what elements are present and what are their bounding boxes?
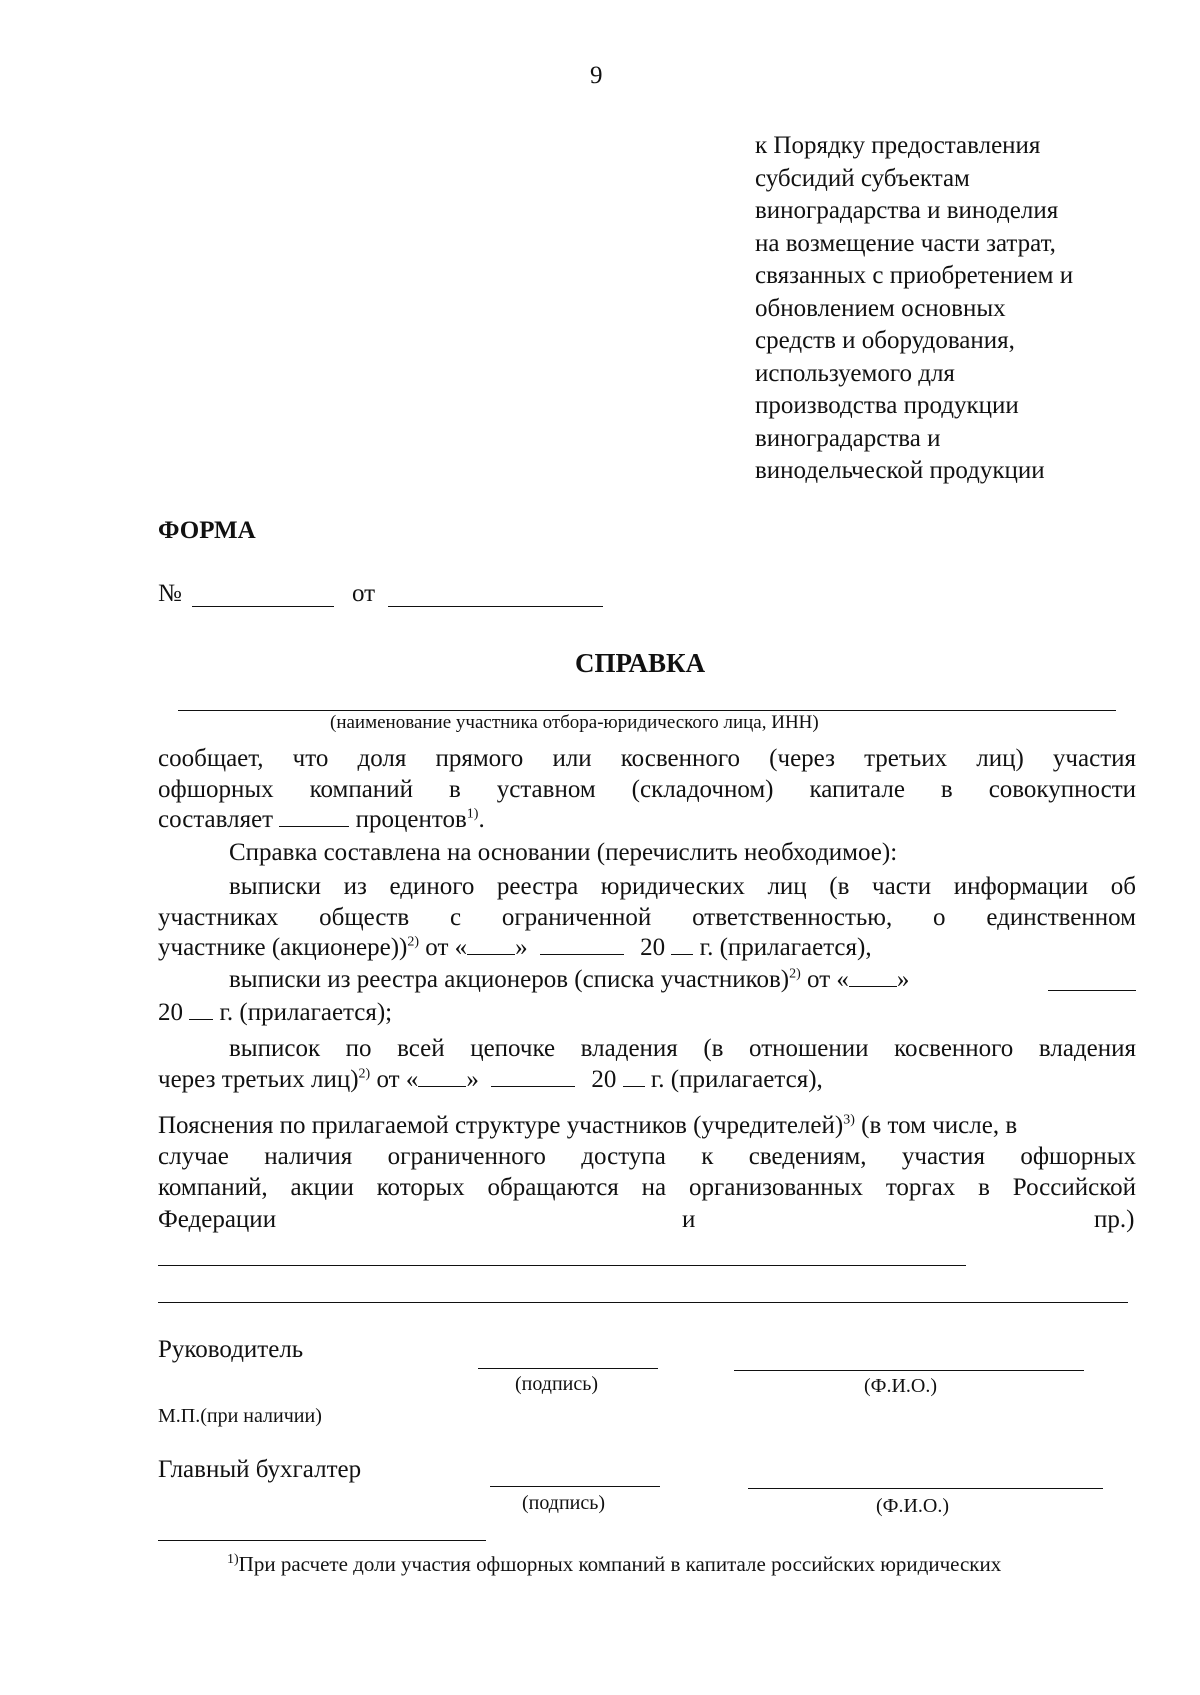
body-line xyxy=(158,934,872,962)
year-prefix: 20 xyxy=(640,934,666,961)
footnote-mark: 2) xyxy=(407,934,420,950)
explanation-field[interactable] xyxy=(158,1265,966,1266)
number-field[interactable] xyxy=(192,606,334,607)
body-line: выписки из единого реестра юридических лиц (в части информации об xyxy=(229,873,1136,900)
footnote-mark: 2) xyxy=(789,966,801,982)
annex-line: используемого для xyxy=(755,359,955,387)
day-field[interactable] xyxy=(467,936,515,955)
body-text: от « xyxy=(425,934,468,961)
explanation-field[interactable] xyxy=(158,1302,1128,1303)
accountant-fio-field[interactable] xyxy=(748,1488,1103,1489)
basis-line: Справка составлена на основании (перечислить необходимое): xyxy=(229,839,898,866)
page-number: 9 xyxy=(590,62,603,89)
body-text: через третьих лиц) xyxy=(158,1066,359,1093)
percent-field[interactable] xyxy=(279,808,349,827)
day-field[interactable] xyxy=(849,968,897,987)
body-line xyxy=(158,806,485,834)
accountant-label: Главный бухгалтер xyxy=(158,1456,362,1483)
annex-line: связанных с приобретением и xyxy=(755,262,1074,289)
footnote-text xyxy=(227,1552,1001,1577)
month-field[interactable] xyxy=(540,936,624,955)
body-text: » xyxy=(896,966,910,993)
footnote-mark: 1) xyxy=(466,806,479,822)
month-field[interactable] xyxy=(1048,990,1136,991)
year-prefix: 20 xyxy=(591,1066,617,1093)
head-signature-field[interactable] xyxy=(478,1368,658,1369)
body-text: . xyxy=(478,806,485,833)
body-text: (в том числе, в xyxy=(861,1112,1018,1139)
fio-caption: (Ф.И.О.) xyxy=(864,1375,938,1397)
body-text: составляет xyxy=(158,806,274,833)
year-field[interactable] xyxy=(189,1001,213,1020)
annex-line: обновлением основных xyxy=(755,294,1006,322)
annex-line: к Порядку предоставления xyxy=(755,132,1041,159)
body-line xyxy=(158,1066,823,1094)
body-text: процентов xyxy=(355,806,467,833)
body-text: Пояснения по прилагаемой структуре участников (учредителей) xyxy=(158,1112,844,1139)
annex-line: средств и оборудования, xyxy=(755,327,1015,354)
body-text: г. (прилагается), xyxy=(699,934,872,961)
body-line: сообщает, что доля прямого или косвенного (через третьих лиц) участия xyxy=(158,745,1136,772)
body-text: от « xyxy=(807,966,849,993)
date-field[interactable] xyxy=(388,606,603,607)
number-sign: № xyxy=(158,580,182,607)
document-title: СПРАВКА xyxy=(575,648,706,678)
annex-line: производства продукции xyxy=(755,392,1019,419)
annex-line: винодельческой продукции xyxy=(755,457,1045,484)
body-text: от « xyxy=(376,1066,419,1093)
footnote-mark: 1) xyxy=(227,1552,239,1567)
footnote-body: При расчете доли участия офшорных компаний в капитале российских юридических xyxy=(238,1552,1002,1576)
body-text: » xyxy=(515,934,528,961)
body-text: выписки из реестра акционеров (списка участников) xyxy=(229,966,790,993)
accountant-signature-field[interactable] xyxy=(490,1486,660,1487)
head-label: Руководитель xyxy=(158,1336,304,1363)
footnote-mark: 2) xyxy=(358,1066,371,1082)
body-line xyxy=(229,966,909,994)
signature-caption: (подпись) xyxy=(515,1373,599,1395)
from-word: от xyxy=(352,580,376,607)
month-field[interactable] xyxy=(491,1068,575,1087)
body-text: » xyxy=(466,1066,479,1093)
body-text: участнике (акционере)) xyxy=(158,934,408,961)
body-text: пр.) xyxy=(1094,1206,1135,1233)
signature-caption: (подпись) xyxy=(522,1492,606,1514)
body-line: случае наличия ограниченного доступа к сведениям, участия офшорных xyxy=(158,1143,1136,1170)
annex-line: виноградарства и виноделия xyxy=(755,197,1059,224)
footnote-mark: 3) xyxy=(843,1112,855,1128)
body-text: Федерации xyxy=(158,1206,277,1233)
body-text: и xyxy=(682,1206,696,1233)
body-line: участниках обществ с ограниченной ответственностью, о единственном xyxy=(158,904,1136,931)
body-line xyxy=(158,1112,1017,1140)
year-field[interactable] xyxy=(671,936,693,955)
annex-line: виноградарства и xyxy=(755,424,941,452)
annex-block xyxy=(755,130,1073,488)
body-line: компаний, акции которых обращаются на организованных торгах в Российской xyxy=(158,1174,1136,1201)
year-prefix: 20 xyxy=(158,999,183,1026)
annex-line: субсидий субъектам xyxy=(755,164,970,192)
body-line: выписок по всей цепочке владения (в отношении косвенного владения xyxy=(229,1035,1136,1062)
year-field[interactable] xyxy=(623,1068,645,1087)
stamp-label: М.П.(при наличии) xyxy=(158,1405,322,1427)
day-field[interactable] xyxy=(418,1068,466,1087)
form-label: ФОРМА xyxy=(158,517,256,544)
participant-name-caption: (наименование участника отбора-юридического лица, ИНН) xyxy=(330,712,819,733)
body-line: офшорных компаний в уставном (складочном) капитале в совокупности xyxy=(158,776,1136,803)
participant-name-field[interactable] xyxy=(178,710,1116,711)
body-line xyxy=(158,999,392,1027)
footnote-separator xyxy=(158,1540,486,1541)
fio-caption: (Ф.И.О.) xyxy=(876,1495,950,1517)
annex-line: на возмещение части затрат, xyxy=(755,229,1056,257)
body-text: г. (прилагается); xyxy=(219,999,393,1026)
body-text: г. (прилагается), xyxy=(650,1066,823,1093)
head-fio-field[interactable] xyxy=(734,1370,1084,1371)
